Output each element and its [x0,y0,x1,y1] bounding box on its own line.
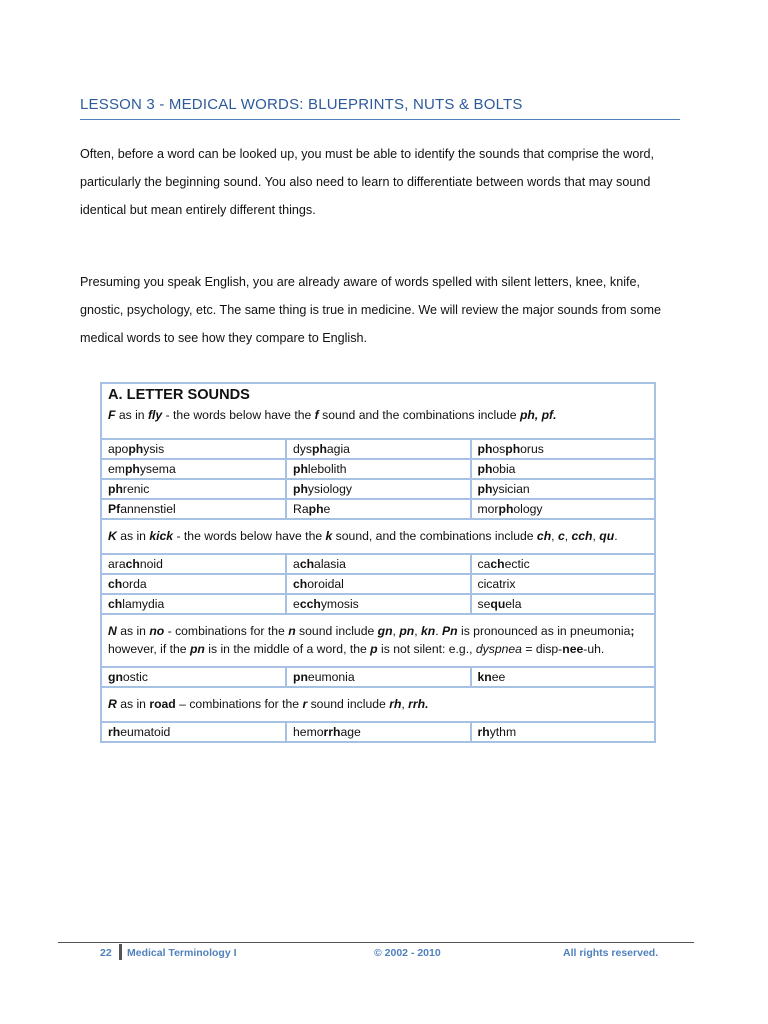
word-cell: Raphe [286,499,470,519]
intro-paragraph-2: Presuming you speak English, you are already aware of words spelled with silent letters, knee, knife, gnostic, psychology, etc. The same thing is true in medicine. We will review the major sounds from some medical words to see how they compare to English. [80,275,661,345]
section-letter: A. [108,387,123,403]
word-cell: chlamydia [101,594,286,614]
footer-rights: All rights reserved. [563,947,659,959]
word-cell: Pfannenstiel [101,499,286,519]
word-row [101,574,655,594]
word-row [101,722,655,742]
word-cell: phosphorus [471,439,656,459]
group-instruction: K as in kick - the words below have the k sound, and the combinations include ch, c, cch, qu. [101,519,655,554]
word-row [101,439,655,459]
word-cell: emphysema [101,459,286,479]
group-instruction: N as in no - combinations for the n sound include gn, pn, kn. Pn is pronounced as in pneumonia; however, if the pn is in the middle of a word, the p is not silent: e.g., dyspnea = disp-nee-uh. [101,614,655,667]
word-cell: cicatrix [471,574,656,594]
word-cell: rheumatoid [101,722,286,742]
word-cell: morphology [471,499,656,519]
word-cell: physiology [286,479,470,499]
section-header-row [101,383,655,439]
section-heading-text: LETTER SOUNDS [126,387,250,403]
footer-copyright: © 2002 - 2010 [374,947,441,959]
footer-separator [119,944,122,960]
instruction-row [101,687,655,722]
word-row [101,667,655,687]
word-row [101,554,655,574]
word-cell: knee [471,667,656,687]
instruction-row [101,519,655,554]
footer-page-number: 22 [100,947,112,959]
word-row [101,594,655,614]
word-cell: chorda [101,574,286,594]
word-cell: choroidal [286,574,470,594]
word-cell: sequela [471,594,656,614]
word-cell: cachectic [471,554,656,574]
word-cell: apophysis [101,439,286,459]
instruction-row [101,614,655,667]
word-row [101,499,655,519]
intro-paragraph-1: Often, before a word can be looked up, you must be able to identify the sounds that comprise the word, particularly the beginning sound. You also need to learn to differentiate between words that may sound identical but mean entirely different things. [80,147,655,217]
word-cell: arachnoid [101,554,286,574]
footer-book-title: Medical Terminology I [127,947,237,959]
word-cell: ecchymosis [286,594,470,614]
word-cell: gnostic [101,667,286,687]
footer-divider [58,942,694,943]
lesson-title: LESSON 3 - MEDICAL WORDS: BLUEPRINTS, NUTS & BOLTS [80,96,680,120]
word-cell: rhythm [471,722,656,742]
word-cell: pneumonia [286,667,470,687]
section-heading [108,386,648,404]
word-cell: hemorrhage [286,722,470,742]
word-cell: achalasia [286,554,470,574]
word-cell: dysphagia [286,439,470,459]
word-row [101,459,655,479]
word-cell: phrenic [101,479,286,499]
word-cell: physician [471,479,656,499]
word-cell: phlebolith [286,459,470,479]
word-cell: phobia [471,459,656,479]
word-row [101,479,655,499]
group-instruction: R as in road – combinations for the r sound include rh, rrh. [101,687,655,722]
section-header-cell [101,383,655,439]
letter-sounds-table [100,382,656,743]
group-instruction: F as in fly - the words below have the f sound and the combinations include ph, pf. [108,408,557,422]
